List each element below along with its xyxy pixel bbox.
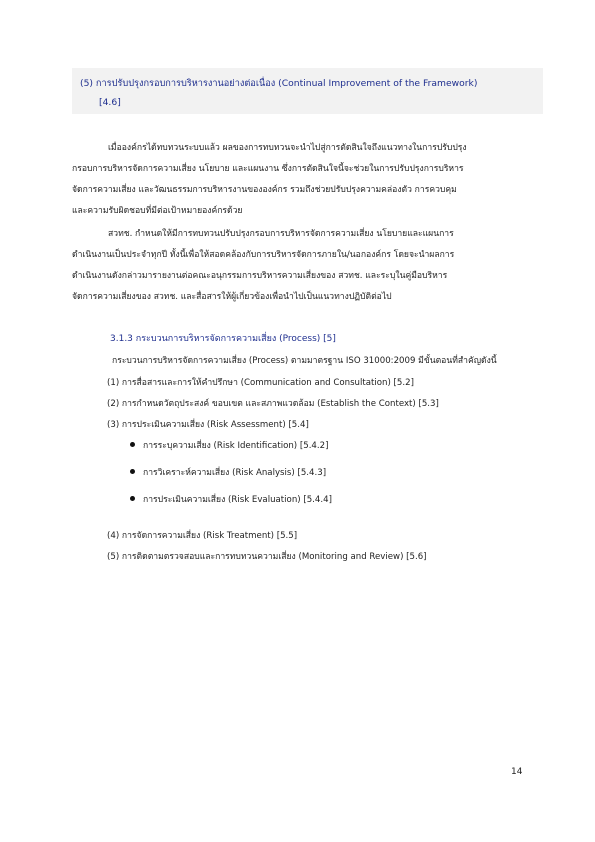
process-step: (3) การประเมินความเสี่ยง (Risk Assessment) [5.4] <box>107 420 309 430</box>
assessment-bullet: การวิเคราะห์ความเสี่ยง (Risk Analysis) [5.4.3] <box>143 468 327 478</box>
paragraph-1-line: กรอบการบริหารจัดการความเสี่ยง นโยบาย และแผนงาน ซึ่งการตัดสินใจนี้จะช่วยในการปรับปรุงการบริหาร <box>72 164 464 174</box>
bullet-icon <box>130 442 135 447</box>
page-number: 14 <box>511 767 523 777</box>
paragraph-2-line: จัดการความเสี่ยงของ สวทช. และสื่อสารให้ผู้เกี่ยวข้องเพื่อนำไปเป็นแนวทางปฏิบัติต่อไป <box>72 292 392 302</box>
section-heading-line-2: [4.6] <box>99 97 121 108</box>
paragraph-1-line: เมื่อองค์กรได้ทบทวนระบบแล้ว ผลของการทบทวนจะนำไปสู่การตัดสินใจถึงแนวทางในการปรับปรุง <box>108 143 467 153</box>
process-intro: กระบวนการบริหารจัดการความเสี่ยง (Process) ตามมาตรฐาน ISO 31000:2009 มีขั้นตอนที่สำคัญดังนี้ <box>112 356 497 366</box>
process-step: (4) การจัดการความเสี่ยง (Risk Treatment) [5.5] <box>107 531 298 541</box>
process-step: (2) การกำหนดวัตถุประสงค์ ขอบเขต และสภาพแวดล้อม (Establish the Context) [5.3] <box>107 399 439 409</box>
section-heading-line-1: (5) การปรับปรุงกรอบการบริหารงานอย่างต่อเนื่อง (Continual Improvement of the Framework) <box>80 78 478 89</box>
process-step: (1) การสื่อสารและการให้คำปรึกษา (Communication and Consultation) [5.2] <box>107 378 414 388</box>
paragraph-1-line: และความรับผิดชอบที่มีต่อเป้าหมายองค์กรด้วย <box>72 206 243 216</box>
paragraph-2-line: ดำเนินงานดังกล่าวมารายงานต่อคณะอนุกรรมการบริหารความเสี่ยงของ สวทช. และระบุในคู่มือบริหาร <box>72 271 448 281</box>
process-step: (5) การติดตามตรวจสอบและการทบทวนความเสี่ยง (Monitoring and Review) [5.6] <box>107 552 427 562</box>
subsection-heading: 3.1.3 กระบวนการบริหารจัดการความเสี่ยง (Process) [5] <box>110 334 336 344</box>
assessment-bullet: การระบุความเสี่ยง (Risk Identification) [5.4.2] <box>143 441 329 451</box>
bullet-icon <box>130 469 135 474</box>
paragraph-1-line: จัดการความเสี่ยง และวัฒนธรรมการบริหารงานขององค์กร รวมถึงช่วยปรับปรุงความคล่องตัว การควบคุม <box>72 185 457 195</box>
paragraph-2-line: ดำเนินงานเป็นประจำทุกปี ทั้งนี้เพื่อให้สอดคล้องกับการบริหารจัดการภายใน/นอกองค์กร โดยจะนำผลการ <box>72 250 455 260</box>
paragraph-2-line: สวทช. กำหนดให้มีการทบทวนปรับปรุงกรอบการบริหารจัดการความเสี่ยง นโยบายและแผนการ <box>108 229 454 239</box>
bullet-icon <box>130 496 135 501</box>
assessment-bullet: การประเมินความเสี่ยง (Risk Evaluation) [5.4.4] <box>143 495 332 505</box>
section-heading-box <box>72 68 543 114</box>
